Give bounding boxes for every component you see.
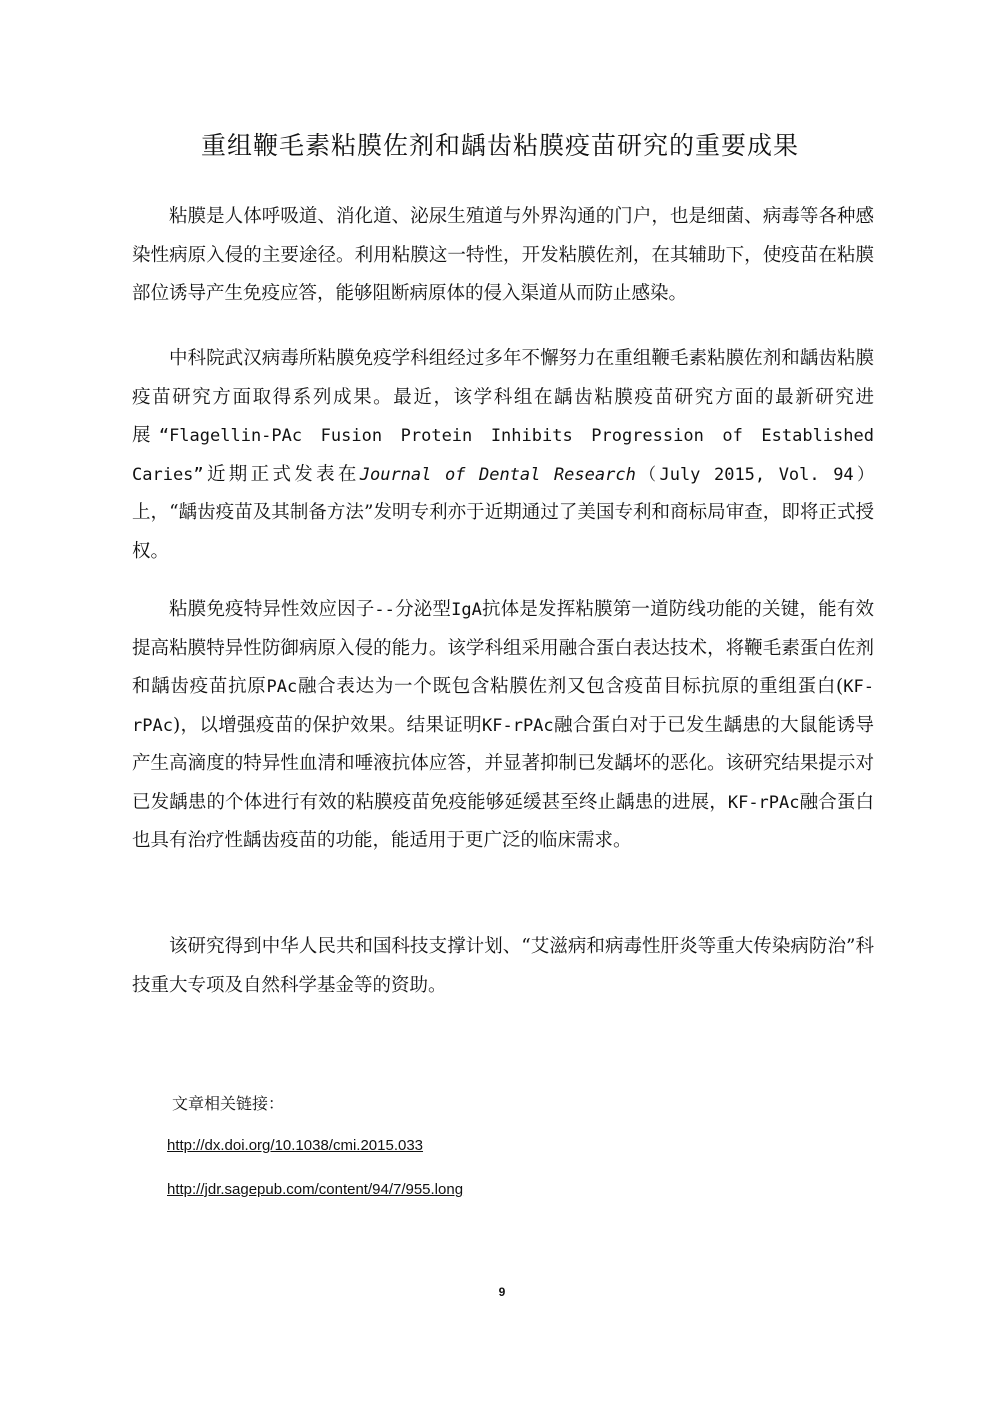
- journal-name: Journal of Dental Research: [359, 464, 636, 485]
- p3-text-e: 抗体是发挥粘膜第一道防线功能的关键，能有效提高粘膜特异性防御病原入侵的能力。该学科组采用融合蛋白表达技术，将鞭毛素蛋白佐剂和龋齿疫苗抗原: [132, 599, 874, 697]
- page-number: 9: [498, 1285, 506, 1299]
- p2-text-3: 上，“龋齿疫苗及其制备方法”发明专利亦于近期通过了美国专利和商标局审查，即将正式授权。: [132, 502, 874, 562]
- p3-kf-rpac-1: KF-rPAc: [132, 677, 874, 736]
- p3-text-g: 融合表达为一个既包含粘膜佐剂又包含疫苗目标抗原的重组蛋白(: [297, 676, 844, 697]
- p3-dash: --: [374, 600, 395, 620]
- paragraph-funding: 该研究得到中华人民共和国科技支撑计划、“艾滋病和病毒性肝炎等重大传染病防治”科技重大专项及自然科学基金等的资助。: [132, 936, 874, 996]
- jdr-link[interactable]: http://jdr.sagepub.com/content/94/7/955.long: [167, 1181, 464, 1198]
- p2-text-2: 近期正式发表在: [203, 463, 360, 485]
- doi-link[interactable]: http://dx.doi.org/10.1038/cmi.2015.033: [167, 1137, 424, 1154]
- related-links-label: 文章相关链接：: [172, 1094, 285, 1113]
- p3-kf-rpac-2: KF-rPAc: [482, 715, 554, 736]
- p3-text-m: 融合蛋白也具有治疗性龋齿疫苗的功能，能适用于更广泛的临床需求。: [132, 791, 874, 851]
- p3-text-i: )，以增强疫苗的保护效果。结果证明: [172, 714, 482, 736]
- p3-pac: PAc: [266, 677, 298, 697]
- paragraph-research-progress: [132, 340, 874, 571]
- p3-kf-rpac-3: KF-rPAc: [727, 792, 800, 813]
- article-title: 重组鞭毛素粘膜佐剂和龋齿粘膜疫苗研究的重要成果: [200, 131, 799, 160]
- paper-title: “Flagellin-PAc Fusion Protein Inhibits Progression of Established Caries”: [132, 426, 874, 485]
- paragraph-intro: 粘膜是人体呼吸道、消化道、泌尿生殖道与外界沟通的门户，也是细菌、病毒等各种感染性病原入侵的主要途径。利用粘膜这一特性，开发粘膜佐剂，在其辅助下，使疫苗在粘膜部位诱导产生免疫应答，能够阻断病原体的侵入渠道从而防止感染。: [132, 206, 874, 304]
- p2-text-1: 中科院武汉病毒所粘膜免疫学科组经过多年不懈努力在重组鞭毛素粘膜佐剂和龋齿粘膜疫苗研究方面取得系列成果。最近，该学科组在龋齿粘膜疫苗研究方面的最新研究进展: [132, 348, 874, 446]
- p3-text-k: 融合蛋白对于已发生龋患的大鼠能诱导产生高滴度的特异性血清和唾液抗体应答，并显著抑制已发龋坏的恶化。该研究结果提示对已发龋患的个体进行有效的粘膜疫苗免疫能够延缓甚至终止龋患的进展，: [132, 714, 874, 813]
- journal-citation: （July 2015, Vol. 94）: [635, 464, 874, 485]
- p3-text-c: 分泌型: [394, 599, 452, 620]
- p3-iga: IgA: [451, 600, 482, 620]
- p3-text-a: 粘膜免疫特异性效应因子: [169, 599, 375, 620]
- paragraph-mechanism: [132, 591, 874, 861]
